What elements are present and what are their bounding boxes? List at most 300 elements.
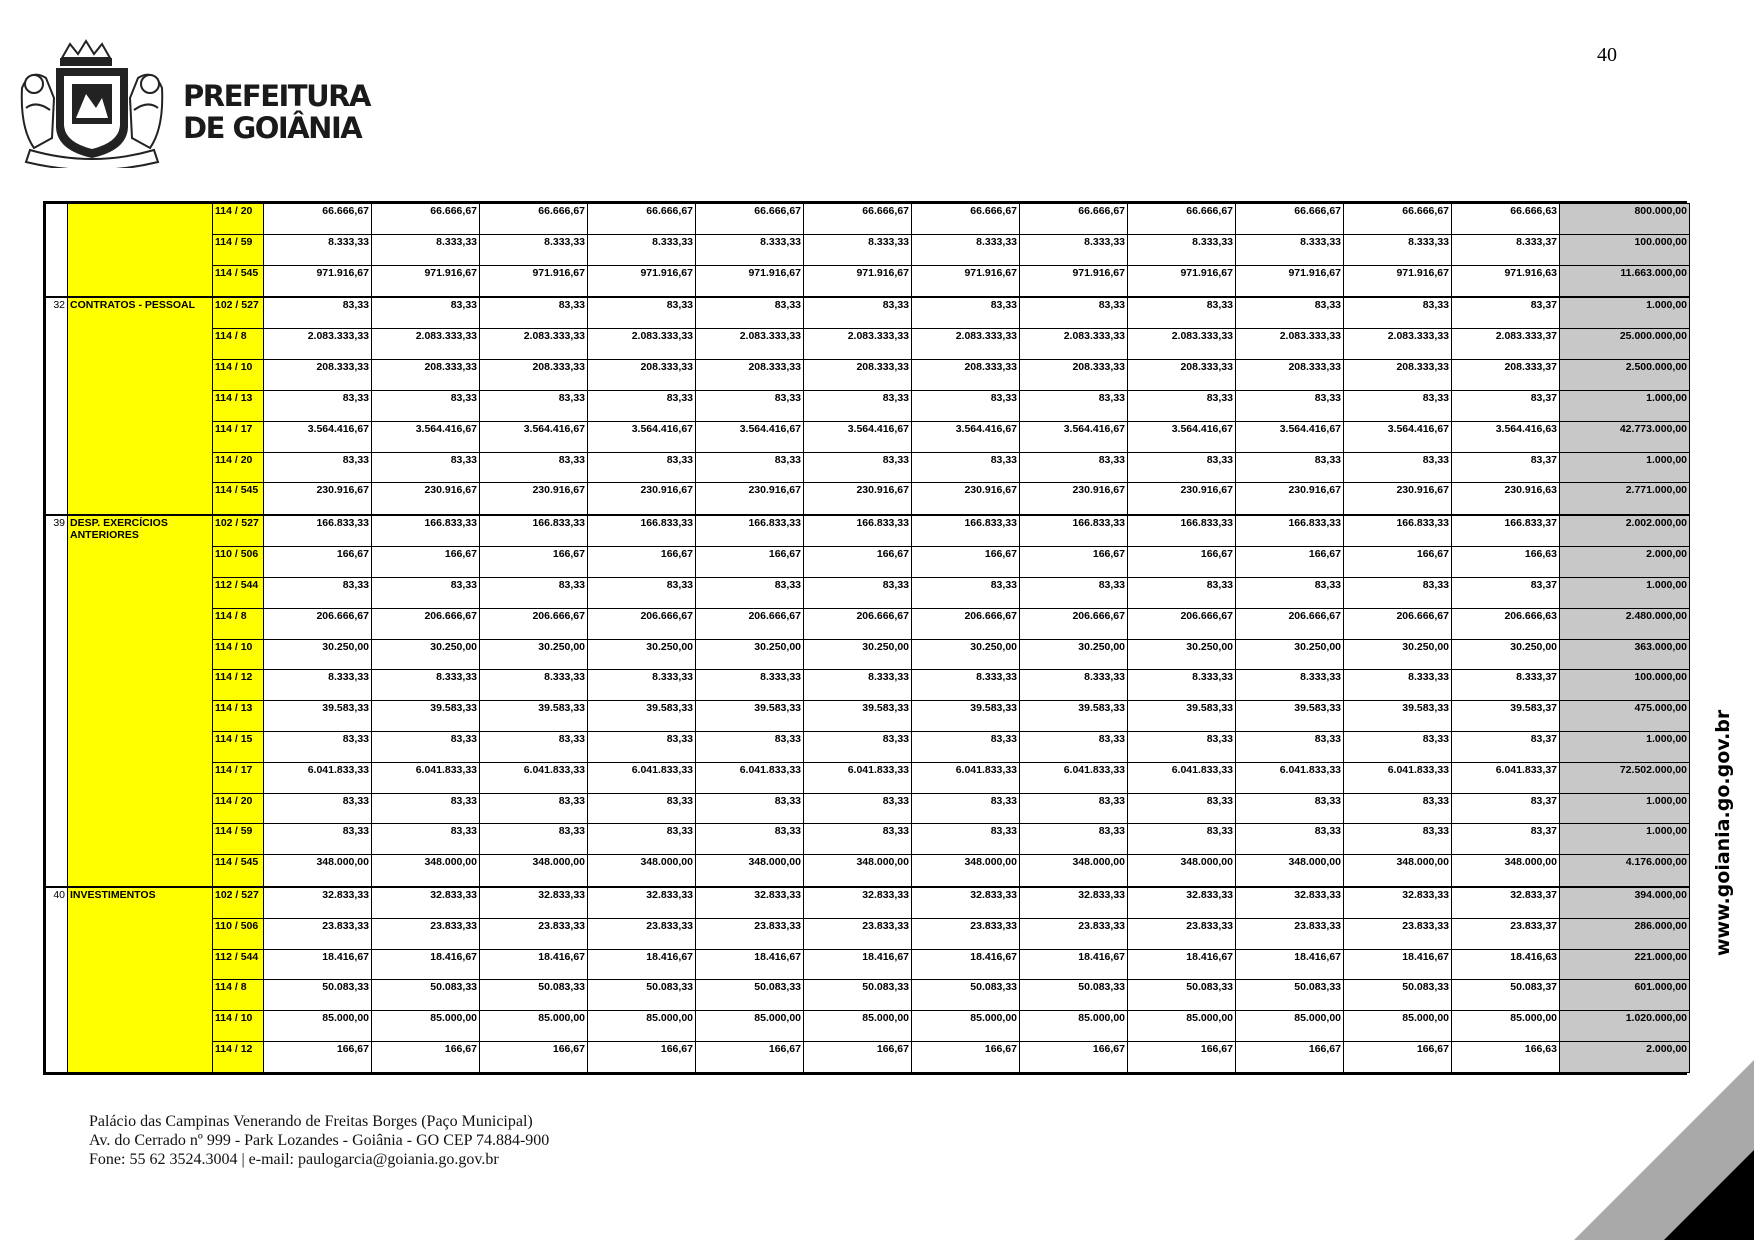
month-value: 83,33 (588, 452, 696, 483)
month-value: 66.666,67 (1128, 204, 1236, 235)
table-row (46, 701, 1690, 732)
month-value: 8.333,33 (696, 234, 804, 265)
group-category: CONTRATOS - PESSOAL (68, 297, 213, 515)
month-value: 348.000,00 (1452, 855, 1560, 887)
month-value: 230.916,67 (804, 483, 912, 515)
month-value: 32.833,33 (480, 887, 588, 919)
month-value: 3.564.416,67 (1344, 421, 1452, 452)
month-value: 83,33 (588, 297, 696, 329)
row-code: 102 / 527 (213, 887, 264, 919)
table-row (46, 1042, 1690, 1073)
row-code: 114 / 20 (213, 204, 264, 235)
month-value: 50.083,33 (1020, 980, 1128, 1011)
month-value: 66.666,67 (804, 204, 912, 235)
month-value: 39.583,33 (1236, 701, 1344, 732)
month-value: 971.916,63 (1452, 265, 1560, 297)
month-value: 30.250,00 (1020, 639, 1128, 670)
month-value: 18.416,67 (264, 949, 372, 980)
table-row (46, 329, 1690, 360)
group-category: DESP. EXERCÍCIOS ANTERIORES (68, 515, 213, 887)
month-value: 166,67 (264, 547, 372, 578)
month-value: 83,33 (804, 793, 912, 824)
month-value: 83,33 (1344, 297, 1452, 329)
month-value: 83,33 (264, 824, 372, 855)
month-value: 166,63 (1452, 547, 1560, 578)
month-value: 8.333,33 (1020, 234, 1128, 265)
row-total: 11.663.000,00 (1560, 265, 1690, 297)
month-value: 3.564.416,67 (804, 421, 912, 452)
row-code: 114 / 8 (213, 329, 264, 360)
month-value: 83,33 (696, 793, 804, 824)
month-value: 6.041.833,33 (264, 762, 372, 793)
month-value: 348.000,00 (804, 855, 912, 887)
month-value: 8.333,33 (1344, 234, 1452, 265)
month-value: 32.833,33 (264, 887, 372, 919)
month-value: 32.833,33 (1236, 887, 1344, 919)
month-value: 206.666,67 (372, 608, 480, 639)
month-value: 2.083.333,33 (912, 329, 1020, 360)
month-value: 166,67 (804, 547, 912, 578)
month-value: 83,33 (1020, 824, 1128, 855)
month-value: 23.833,33 (804, 918, 912, 949)
table-row (46, 265, 1690, 297)
month-value: 166.833,33 (1344, 515, 1452, 547)
month-value: 971.916,67 (1020, 265, 1128, 297)
table-row (46, 762, 1690, 793)
month-value: 83,33 (1344, 452, 1452, 483)
row-total: 2.771.000,00 (1560, 483, 1690, 515)
month-value: 83,33 (804, 731, 912, 762)
month-value: 18.416,67 (480, 949, 588, 980)
month-value: 166,67 (588, 1042, 696, 1073)
month-value: 83,33 (1236, 824, 1344, 855)
month-value: 83,33 (480, 824, 588, 855)
month-value: 8.333,33 (1020, 670, 1128, 701)
month-value: 83,33 (696, 824, 804, 855)
footer-line-1: Palácio das Campinas Venerando de Freitas Borges (Paço Municipal) (89, 1113, 533, 1130)
month-value: 3.564.416,67 (1236, 421, 1344, 452)
row-code: 110 / 506 (213, 918, 264, 949)
month-value: 83,33 (804, 824, 912, 855)
row-total: 601.000,00 (1560, 980, 1690, 1011)
corner-decoration-icon (1574, 1060, 1754, 1240)
month-value: 83,33 (588, 824, 696, 855)
month-value: 8.333,33 (804, 670, 912, 701)
month-value: 83,33 (264, 390, 372, 421)
row-code: 114 / 12 (213, 670, 264, 701)
month-value: 23.833,33 (480, 918, 588, 949)
month-value: 23.833,33 (1344, 918, 1452, 949)
month-value: 83,33 (1020, 793, 1128, 824)
month-value: 39.583,33 (696, 701, 804, 732)
month-value: 83,33 (912, 577, 1020, 608)
month-value: 348.000,00 (480, 855, 588, 887)
month-value: 2.083.333,33 (264, 329, 372, 360)
table-row (46, 547, 1690, 578)
month-value: 230.916,63 (1452, 483, 1560, 515)
month-value: 2.083.333,33 (1128, 329, 1236, 360)
month-value: 166,67 (1236, 547, 1344, 578)
row-code: 110 / 506 (213, 547, 264, 578)
month-value: 6.041.833,33 (1236, 762, 1344, 793)
month-value: 166,67 (588, 547, 696, 578)
month-value: 50.083,33 (480, 980, 588, 1011)
month-value: 83,33 (1236, 390, 1344, 421)
month-value: 8.333,33 (264, 670, 372, 701)
month-value: 8.333,33 (1236, 670, 1344, 701)
group-id: 40 (46, 887, 68, 1073)
month-value: 971.916,67 (804, 265, 912, 297)
table-row (46, 793, 1690, 824)
month-value: 66.666,67 (372, 204, 480, 235)
month-value: 83,33 (804, 452, 912, 483)
month-value: 50.083,33 (372, 980, 480, 1011)
month-value: 8.333,33 (372, 234, 480, 265)
month-value: 83,33 (1128, 452, 1236, 483)
month-value: 23.833,33 (264, 918, 372, 949)
month-value: 83,37 (1452, 452, 1560, 483)
month-value: 30.250,00 (1452, 639, 1560, 670)
month-value: 8.333,33 (912, 234, 1020, 265)
month-value: 83,37 (1452, 390, 1560, 421)
month-value: 2.083.333,33 (588, 329, 696, 360)
month-value: 66.666,67 (480, 204, 588, 235)
month-value: 83,33 (264, 731, 372, 762)
month-value: 85.000,00 (1128, 1011, 1236, 1042)
table-row (46, 824, 1690, 855)
month-value: 2.083.333,33 (480, 329, 588, 360)
group-category: INVESTIMENTOS (68, 887, 213, 1073)
month-value: 230.916,67 (372, 483, 480, 515)
table-row (46, 980, 1690, 1011)
footer-line-2: Av. do Cerrado nº 999 - Park Lozandes - Goiânia - GO CEP 74.884-900 (89, 1132, 550, 1149)
month-value: 30.250,00 (480, 639, 588, 670)
row-total: 2.002.000,00 (1560, 515, 1690, 547)
month-value: 83,33 (480, 390, 588, 421)
month-value: 83,33 (696, 731, 804, 762)
month-value: 85.000,00 (696, 1011, 804, 1042)
row-code: 114 / 13 (213, 701, 264, 732)
row-code: 114 / 59 (213, 824, 264, 855)
month-value: 6.041.833,33 (588, 762, 696, 793)
month-value: 166,67 (1344, 547, 1452, 578)
month-value: 30.250,00 (1344, 639, 1452, 670)
month-value: 348.000,00 (696, 855, 804, 887)
month-value: 83,33 (588, 577, 696, 608)
month-value: 83,33 (372, 297, 480, 329)
month-value: 348.000,00 (1128, 855, 1236, 887)
month-value: 32.833,33 (804, 887, 912, 919)
month-value: 208.333,33 (1020, 360, 1128, 391)
month-value: 50.083,33 (1344, 980, 1452, 1011)
month-value: 971.916,67 (696, 265, 804, 297)
month-value: 83,33 (588, 731, 696, 762)
month-value: 230.916,67 (1344, 483, 1452, 515)
month-value: 85.000,00 (372, 1011, 480, 1042)
row-code: 114 / 17 (213, 421, 264, 452)
month-value: 39.583,33 (588, 701, 696, 732)
month-value: 66.666,67 (588, 204, 696, 235)
month-value: 208.333,33 (480, 360, 588, 391)
table-row (46, 204, 1690, 235)
month-value: 18.416,67 (588, 949, 696, 980)
month-value: 206.666,67 (480, 608, 588, 639)
row-code: 114 / 8 (213, 608, 264, 639)
month-value: 83,33 (372, 452, 480, 483)
row-code: 114 / 8 (213, 980, 264, 1011)
month-value: 83,33 (1020, 297, 1128, 329)
table-row (46, 887, 1690, 919)
month-value: 3.564.416,63 (1452, 421, 1560, 452)
month-value: 83,33 (696, 577, 804, 608)
row-total: 25.000.000,00 (1560, 329, 1690, 360)
row-total: 1.000,00 (1560, 793, 1690, 824)
month-value: 166.833,33 (264, 515, 372, 547)
month-value: 2.083.333,33 (804, 329, 912, 360)
month-value: 83,33 (264, 297, 372, 329)
month-value: 348.000,00 (372, 855, 480, 887)
row-code: 114 / 10 (213, 639, 264, 670)
month-value: 83,33 (912, 731, 1020, 762)
month-value: 230.916,67 (912, 483, 1020, 515)
month-value: 83,33 (1020, 390, 1128, 421)
month-value: 6.041.833,33 (696, 762, 804, 793)
row-total: 286.000,00 (1560, 918, 1690, 949)
month-value: 83,33 (696, 297, 804, 329)
month-value: 166.833,33 (480, 515, 588, 547)
month-value: 8.333,33 (480, 234, 588, 265)
month-value: 85.000,00 (912, 1011, 1020, 1042)
month-value: 166.833,37 (1452, 515, 1560, 547)
month-value: 8.333,37 (1452, 670, 1560, 701)
table-row (46, 855, 1690, 887)
month-value: 83,33 (1128, 390, 1236, 421)
month-value: 8.333,33 (1344, 670, 1452, 701)
row-code: 114 / 59 (213, 234, 264, 265)
brand-line-2: DE GOIÂNIA (183, 111, 362, 145)
month-value: 208.333,37 (1452, 360, 1560, 391)
month-value: 6.041.833,33 (1344, 762, 1452, 793)
month-value: 230.916,67 (1236, 483, 1344, 515)
month-value: 83,33 (1020, 731, 1128, 762)
month-value: 30.250,00 (372, 639, 480, 670)
month-value: 208.333,33 (1128, 360, 1236, 391)
month-value: 206.666,67 (1128, 608, 1236, 639)
footer-line-3: Fone: 55 62 3524.3004 | e-mail: paulogarcia@goiania.go.gov.br (89, 1151, 499, 1168)
month-value: 32.833,33 (696, 887, 804, 919)
month-value: 83,33 (1128, 297, 1236, 329)
month-value: 39.583,33 (1344, 701, 1452, 732)
page-number: 40 (1597, 44, 1617, 66)
row-total: 72.502.000,00 (1560, 762, 1690, 793)
month-value: 166,67 (264, 1042, 372, 1073)
month-value: 6.041.833,33 (1128, 762, 1236, 793)
month-value: 230.916,67 (264, 483, 372, 515)
month-value: 50.083,33 (264, 980, 372, 1011)
row-total: 1.000,00 (1560, 577, 1690, 608)
month-value: 83,33 (264, 793, 372, 824)
month-value: 83,33 (912, 793, 1020, 824)
group-id: 39 (46, 515, 68, 887)
month-value: 2.083.333,33 (372, 329, 480, 360)
row-total: 4.176.000,00 (1560, 855, 1690, 887)
month-value: 3.564.416,67 (1128, 421, 1236, 452)
month-value: 230.916,67 (1128, 483, 1236, 515)
month-value: 66.666,67 (696, 204, 804, 235)
row-code: 114 / 545 (213, 265, 264, 297)
table-row (46, 515, 1690, 547)
month-value: 85.000,00 (588, 1011, 696, 1042)
month-value: 39.583,33 (372, 701, 480, 732)
month-value: 32.833,33 (912, 887, 1020, 919)
month-value: 83,33 (912, 390, 1020, 421)
month-value: 166,67 (1128, 547, 1236, 578)
month-value: 2.083.333,33 (696, 329, 804, 360)
month-value: 83,33 (372, 731, 480, 762)
month-value: 208.333,33 (1344, 360, 1452, 391)
month-value: 23.833,37 (1452, 918, 1560, 949)
month-value: 66.666,63 (1452, 204, 1560, 235)
month-value: 18.416,67 (1344, 949, 1452, 980)
month-value: 208.333,33 (696, 360, 804, 391)
month-value: 23.833,33 (1020, 918, 1128, 949)
month-value: 18.416,67 (1236, 949, 1344, 980)
month-value: 206.666,67 (1020, 608, 1128, 639)
month-value: 66.666,67 (264, 204, 372, 235)
month-value: 39.583,33 (1128, 701, 1236, 732)
month-value: 166,67 (912, 547, 1020, 578)
table-row (46, 731, 1690, 762)
month-value: 971.916,67 (372, 265, 480, 297)
month-value: 971.916,67 (1128, 265, 1236, 297)
month-value: 50.083,33 (1128, 980, 1236, 1011)
month-value: 8.333,33 (1128, 670, 1236, 701)
month-value: 971.916,67 (1236, 265, 1344, 297)
month-value: 208.333,33 (264, 360, 372, 391)
month-value: 166.833,33 (804, 515, 912, 547)
city-coat-of-arms-icon (12, 38, 172, 168)
month-value: 206.666,63 (1452, 608, 1560, 639)
month-value: 166,63 (1452, 1042, 1560, 1073)
month-value: 85.000,00 (1236, 1011, 1344, 1042)
month-value: 206.666,67 (1236, 608, 1344, 639)
month-value: 66.666,67 (1236, 204, 1344, 235)
month-value: 83,33 (588, 390, 696, 421)
row-total: 2.000,00 (1560, 1042, 1690, 1073)
month-value: 30.250,00 (1236, 639, 1344, 670)
row-total: 221.000,00 (1560, 949, 1690, 980)
row-total: 2.480.000,00 (1560, 608, 1690, 639)
month-value: 66.666,67 (912, 204, 1020, 235)
month-value: 8.333,33 (588, 234, 696, 265)
month-value: 83,33 (912, 297, 1020, 329)
month-value: 83,33 (1344, 390, 1452, 421)
month-value: 50.083,33 (912, 980, 1020, 1011)
month-value: 18.416,67 (696, 949, 804, 980)
month-value: 83,37 (1452, 824, 1560, 855)
group-id: 32 (46, 297, 68, 515)
month-value: 83,33 (1020, 577, 1128, 608)
month-value: 208.333,33 (1236, 360, 1344, 391)
month-value: 206.666,67 (696, 608, 804, 639)
month-value: 30.250,00 (1128, 639, 1236, 670)
row-total: 800.000,00 (1560, 204, 1690, 235)
month-value: 166,67 (1236, 1042, 1344, 1073)
month-value: 348.000,00 (1344, 855, 1452, 887)
table-row (46, 297, 1690, 329)
row-total: 363.000,00 (1560, 639, 1690, 670)
row-code: 114 / 20 (213, 452, 264, 483)
month-value: 166.833,33 (372, 515, 480, 547)
row-total: 1.000,00 (1560, 731, 1690, 762)
month-value: 348.000,00 (588, 855, 696, 887)
month-value: 166.833,33 (912, 515, 1020, 547)
month-value: 50.083,33 (804, 980, 912, 1011)
month-value: 3.564.416,67 (264, 421, 372, 452)
month-value: 8.333,37 (1452, 234, 1560, 265)
month-value: 83,33 (480, 793, 588, 824)
month-value: 23.833,33 (1128, 918, 1236, 949)
month-value: 18.416,67 (912, 949, 1020, 980)
row-code: 112 / 544 (213, 949, 264, 980)
budget-table (43, 201, 1687, 1075)
month-value: 2.083.333,33 (1344, 329, 1452, 360)
month-value: 208.333,33 (804, 360, 912, 391)
month-value: 83,33 (1128, 731, 1236, 762)
month-value: 166,67 (372, 547, 480, 578)
month-value: 230.916,67 (588, 483, 696, 515)
month-value: 83,33 (372, 793, 480, 824)
row-code: 114 / 545 (213, 483, 264, 515)
month-value: 30.250,00 (696, 639, 804, 670)
month-value: 166,67 (372, 1042, 480, 1073)
row-code: 102 / 527 (213, 515, 264, 547)
month-value: 8.333,33 (912, 670, 1020, 701)
month-value: 83,33 (1344, 731, 1452, 762)
month-value: 6.041.833,37 (1452, 762, 1560, 793)
table-row (46, 360, 1690, 391)
table-row (46, 234, 1690, 265)
month-value: 85.000,00 (1452, 1011, 1560, 1042)
table-row (46, 918, 1690, 949)
month-value: 85.000,00 (804, 1011, 912, 1042)
month-value: 166.833,33 (696, 515, 804, 547)
month-value: 23.833,33 (588, 918, 696, 949)
month-value: 39.583,33 (912, 701, 1020, 732)
row-total: 100.000,00 (1560, 234, 1690, 265)
month-value: 83,33 (1344, 824, 1452, 855)
month-value: 8.333,33 (1128, 234, 1236, 265)
month-value: 83,37 (1452, 577, 1560, 608)
row-total: 475.000,00 (1560, 701, 1690, 732)
month-value: 8.333,33 (264, 234, 372, 265)
month-value: 971.916,67 (480, 265, 588, 297)
table-row (46, 577, 1690, 608)
row-total: 1.000,00 (1560, 390, 1690, 421)
month-value: 32.833,33 (1344, 887, 1452, 919)
month-value: 971.916,67 (912, 265, 1020, 297)
table-row (46, 452, 1690, 483)
month-value: 39.583,33 (1020, 701, 1128, 732)
month-value: 348.000,00 (1236, 855, 1344, 887)
month-value: 3.564.416,67 (696, 421, 804, 452)
month-value: 50.083,33 (696, 980, 804, 1011)
month-value: 6.041.833,33 (804, 762, 912, 793)
brand-wordmark (183, 80, 370, 144)
month-value: 206.666,67 (1344, 608, 1452, 639)
month-value: 8.333,33 (372, 670, 480, 701)
month-value: 39.583,33 (264, 701, 372, 732)
